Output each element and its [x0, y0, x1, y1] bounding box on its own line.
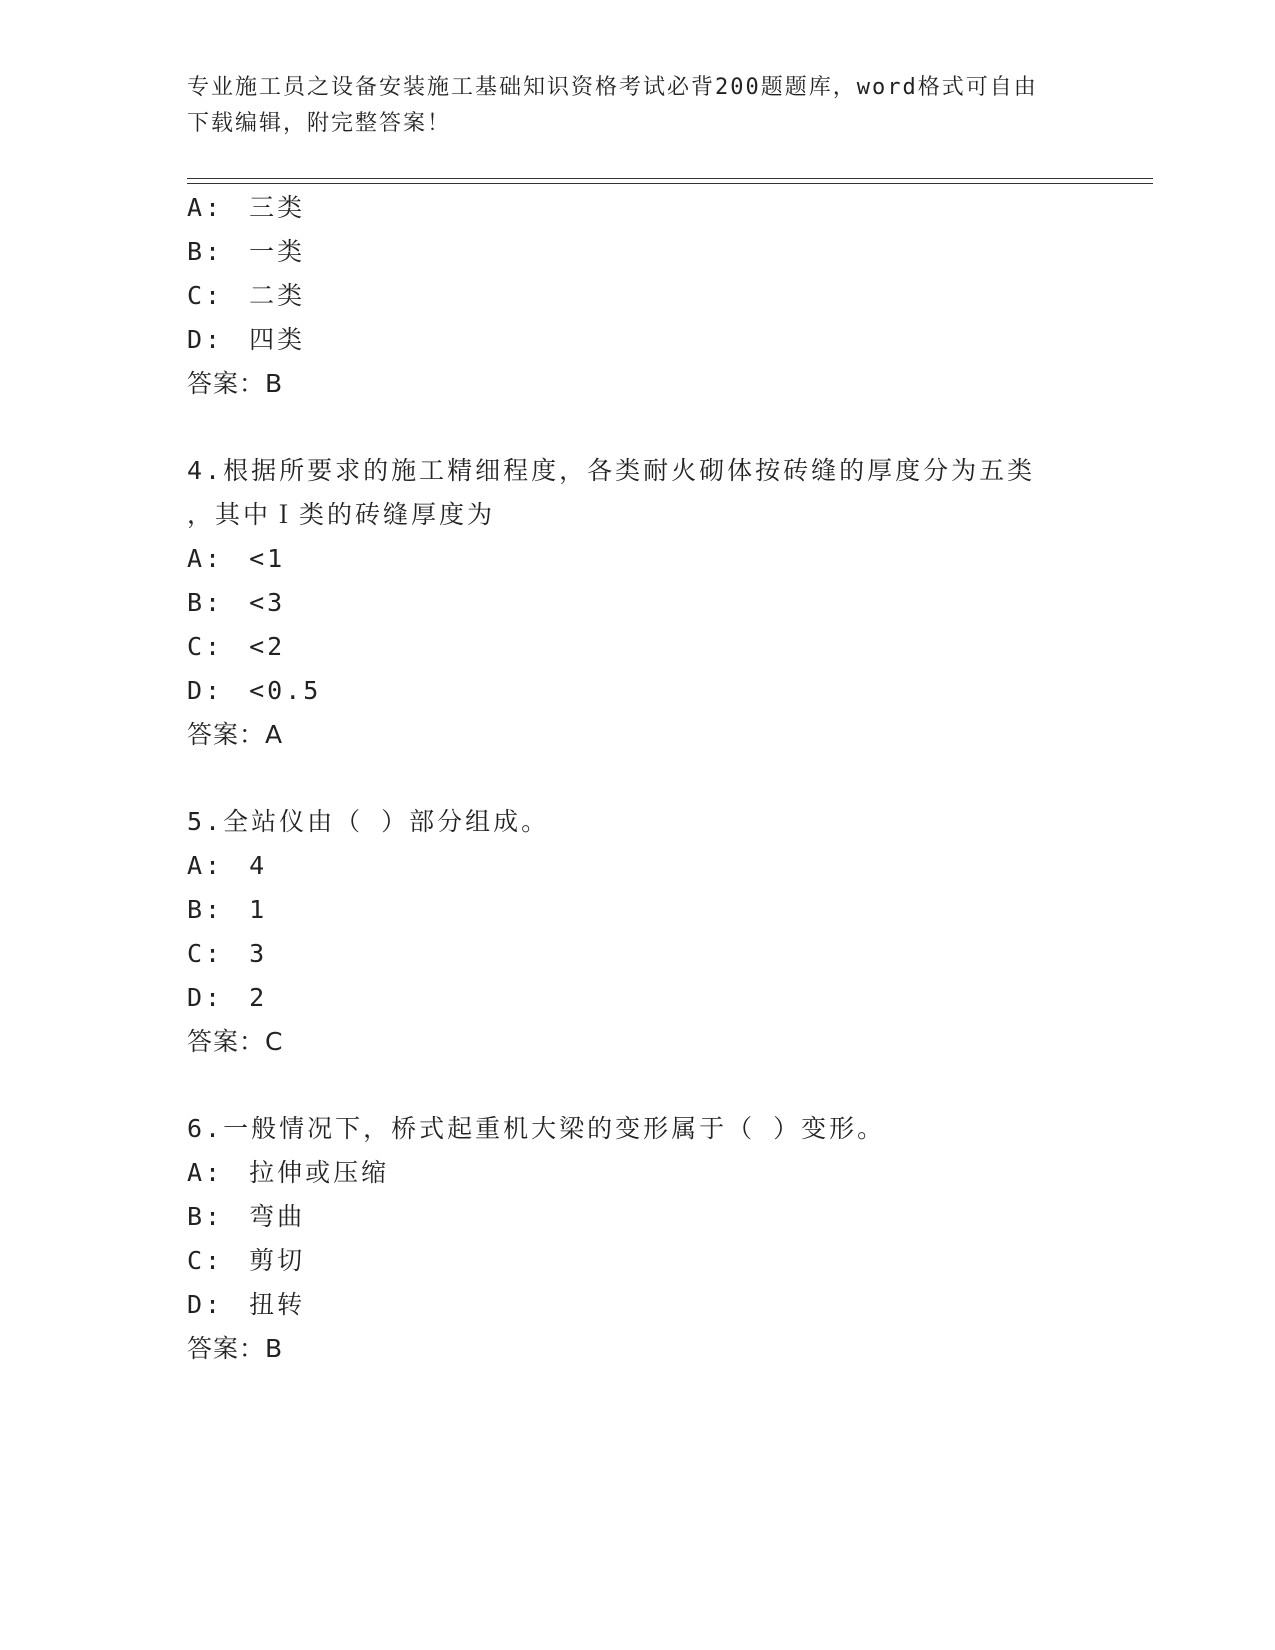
- option-text: <1: [249, 544, 286, 573]
- option-text: 2: [249, 983, 268, 1012]
- option-letter: D:: [187, 1290, 224, 1319]
- header-line-1: 专业施工员之设备安装施工基础知识资格考试必背200题题库，word格式可自由: [187, 75, 1038, 100]
- option-letter: B:: [187, 1202, 224, 1231]
- option-text: 剪切: [249, 1246, 306, 1275]
- q6-option-a: [187, 1158, 389, 1188]
- q5-answer: 答案：C: [187, 1027, 284, 1056]
- option-text: 扭转: [249, 1290, 306, 1319]
- option-letter: C:: [187, 939, 224, 968]
- header-divider-top: [187, 178, 1153, 179]
- option-letter: D:: [187, 983, 224, 1012]
- q5-option-d: [187, 983, 267, 1013]
- option-letter: A:: [187, 1158, 224, 1187]
- option-text: 一类: [249, 237, 306, 266]
- option-text: 1: [249, 895, 268, 924]
- q6-stem: 6.一般情况下，桥式起重机大梁的变形属于（ ）变形。: [187, 1114, 886, 1143]
- q6-option-b: [187, 1202, 305, 1232]
- option-text: 弯曲: [249, 1202, 306, 1231]
- q4-option-d: [187, 676, 321, 706]
- option-letter: B:: [187, 895, 224, 924]
- option-text: 三类: [249, 193, 306, 222]
- option-text: <3: [249, 588, 286, 617]
- q3-option-d: [187, 325, 305, 355]
- option-letter: C:: [187, 281, 224, 310]
- option-text: 3: [249, 939, 268, 968]
- option-letter: A:: [187, 544, 224, 573]
- option-letter: D:: [187, 676, 224, 705]
- q4-option-c: [187, 632, 285, 662]
- option-letter: B:: [187, 588, 224, 617]
- header-line-2: 下载编辑，附完整答案！: [187, 111, 452, 136]
- q3-option-a: [187, 193, 305, 223]
- q5-stem: 5.全站仪由（ ）部分组成。: [187, 807, 550, 836]
- option-letter: D:: [187, 325, 224, 354]
- q4-option-b: [187, 588, 285, 618]
- q3-option-c: [187, 281, 305, 311]
- q5-option-b: [187, 895, 267, 925]
- q4-answer: 答案：A: [187, 720, 284, 749]
- q3-option-b: [187, 237, 305, 267]
- option-text: 二类: [249, 281, 306, 310]
- option-letter: A:: [187, 193, 224, 222]
- q3-answer: 答案：B: [187, 369, 284, 398]
- option-text: <2: [249, 632, 286, 661]
- q4-stem-line-1: 4.根据所要求的施工精细程度，各类耐火砌体按砖缝的厚度分为五类: [187, 456, 1036, 485]
- document-header: [187, 70, 1067, 142]
- q6-option-d: [187, 1290, 305, 1320]
- q5-option-a: [187, 851, 267, 881]
- q4-stem-line-2: ，其中Ｉ类的砖缝厚度为: [187, 500, 496, 529]
- q6-answer: 答案：B: [187, 1334, 284, 1363]
- option-text: <0.5: [249, 676, 322, 705]
- option-text: 四类: [249, 325, 306, 354]
- header-divider-bottom: [187, 183, 1153, 184]
- option-text: 拉伸或压缩: [249, 1158, 390, 1187]
- q5-option-c: [187, 939, 267, 969]
- option-letter: C:: [187, 1246, 224, 1275]
- option-letter: A:: [187, 851, 224, 880]
- option-letter: B:: [187, 237, 224, 266]
- q6-option-c: [187, 1246, 305, 1276]
- option-text: 4: [249, 851, 268, 880]
- option-letter: C:: [187, 632, 224, 661]
- q4-option-a: [187, 544, 285, 574]
